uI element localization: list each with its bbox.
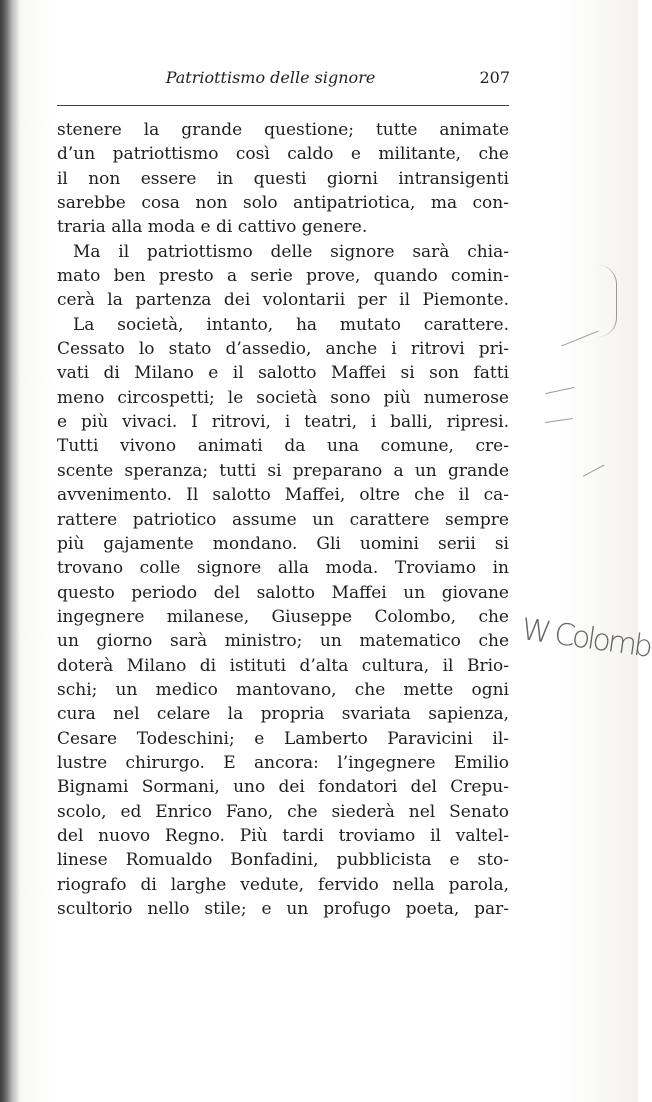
text-line: riografo di larghe vedute, fervido nella parola, (57, 874, 509, 895)
text-line: avvenimento. Il salotto Maffei, oltre che il ca- (57, 485, 509, 506)
text-line: e più vivaci. I ritrovi, i teatri, i balli, ripresi. (57, 412, 509, 433)
text-line: più gajamente mondano. Gli uomini serii si (57, 533, 509, 554)
pencil-mark (598, 265, 617, 337)
text-line: vati di Milano e il salotto Maffei si son fatti (57, 363, 509, 384)
body-text (57, 118, 509, 921)
text-line: lustre chirurgo. E ancora: l’ingegnere Emilio (57, 752, 509, 773)
text-line: sarebbe cosa non solo antipatriotica, ma con- (57, 193, 509, 214)
text-line: scultorio nello stile; e un profugo poeta, par- (57, 899, 509, 919)
text-line: Tutti vivono animati da una comune, cre- (57, 436, 509, 457)
text-line: Ma il patriottismo delle signore sarà chia- (73, 241, 509, 262)
text-line: cura nel celare la propria svariata sapienza, (57, 704, 509, 725)
text-line: La società, intanto, ha mutato carattere. (73, 314, 509, 335)
text-line: mato ben presto a serie prove, quando comin- (57, 266, 509, 287)
page-number: 207 (479, 68, 510, 87)
header-rule (57, 105, 509, 106)
text-line: ingegnere milanese, Giuseppe Colombo, che (57, 606, 509, 627)
text-line: rattere patriotico assume un carattere sempre (57, 509, 509, 530)
text-line: trovano colle signore alla moda. Troviamo in (57, 558, 509, 579)
text-line: scolo, ed Enrico Fano, che siederà nel Senato (57, 801, 509, 822)
text-line: il non essere in questi giorni intransigenti (57, 168, 509, 189)
text-line: cerà la partenza dei volontarii per il Piemonte. (57, 290, 509, 311)
text-line: traria alla moda e di cattivo genere. (57, 217, 368, 238)
running-head (55, 68, 510, 92)
text-line: Cessato lo stato d’assedio, anche i ritrovi pri- (57, 339, 509, 360)
text-line: doterà Milano di istituti d’alta cultura, il Brio- (57, 655, 509, 676)
book-binding-edge (0, 0, 20, 1102)
text-line: meno circospetti; le società sono più numerose (57, 387, 509, 408)
text-line: stenere la grande questione; tutte animate (57, 120, 509, 140)
text-line: Cesare Todeschini; e Lamberto Paravicini il- (57, 728, 509, 749)
handwritten-margin-note: W Colomb (519, 612, 652, 665)
text-line: questo periodo del salotto Maffei un giovane (57, 582, 509, 603)
running-title: Patriottismo delle signore (165, 68, 376, 87)
text-line: Bignami Sormani, uno dei fondatori del Crepu- (57, 777, 509, 798)
text-line: schi; un medico mantovano, che mette ogni (57, 679, 509, 700)
text-line: linese Romualdo Bonfadini, pubblicista e sto- (57, 850, 509, 871)
text-line: scente speranza; tutti si preparano a un grande (57, 460, 509, 481)
text-line: d’un patriottismo così caldo e militante, che (57, 144, 509, 165)
text-line: del nuovo Regno. Più tardi troviamo il valtel- (57, 825, 509, 846)
text-line: un giorno sarà ministro; un matematico che (57, 631, 509, 652)
